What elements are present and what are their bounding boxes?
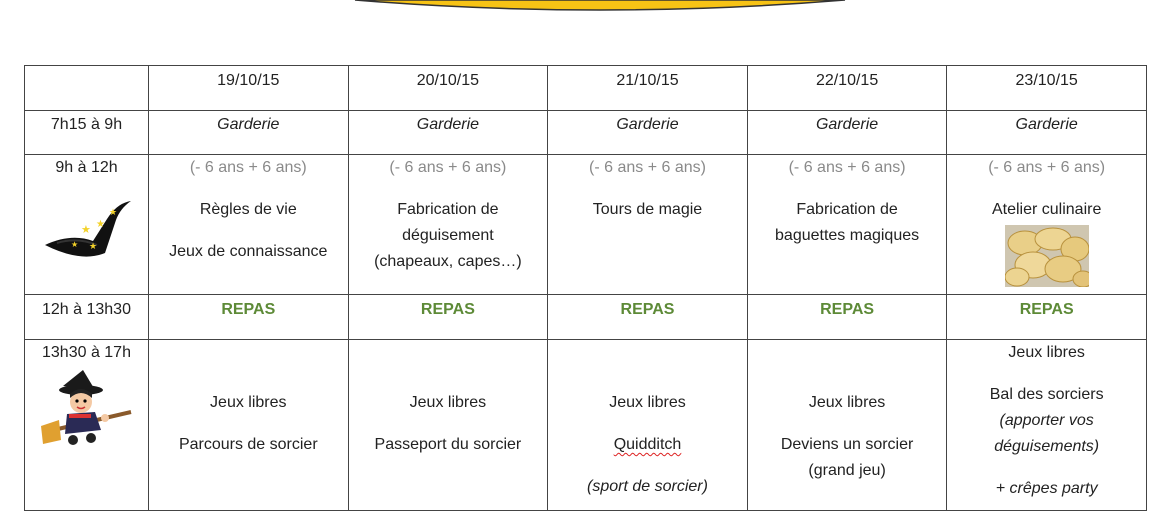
morning-activity-cell xyxy=(149,155,349,295)
top-banner-shape xyxy=(0,0,1170,14)
activity-text: Fabrication de xyxy=(796,201,898,218)
morning-activity-cell xyxy=(747,155,947,295)
date-header: 20/10/15 xyxy=(348,66,548,111)
date-header: 19/10/15 xyxy=(149,66,349,111)
activity-text: Jeux libres xyxy=(609,394,686,411)
afternoon-activity-cell xyxy=(149,340,349,511)
activity-text: Jeux libres xyxy=(1008,344,1085,361)
afternoon-activity-cell xyxy=(348,340,548,511)
date-header: 22/10/15 xyxy=(747,66,947,111)
repas-cell: REPAS xyxy=(947,295,1147,340)
svg-text:★: ★ xyxy=(108,208,117,218)
table-row-garderie xyxy=(25,111,1147,155)
time-cell xyxy=(25,340,149,511)
activity-text: Règles de vie xyxy=(199,201,297,218)
repas-cell: REPAS xyxy=(149,295,349,340)
garderie-cell: Garderie xyxy=(548,111,748,155)
table-header-row xyxy=(25,66,1147,111)
activity-text: Bal des sorciers xyxy=(989,386,1104,403)
witch-hat-icon xyxy=(41,193,133,265)
table-row-repas xyxy=(25,295,1147,340)
svg-text:★: ★ xyxy=(95,219,105,230)
time-cell xyxy=(25,155,149,295)
activity-text: Jeux libres xyxy=(409,394,487,411)
activity-text: Atelier culinaire xyxy=(991,201,1102,218)
activity-text: Parcours de sorcier xyxy=(178,436,318,453)
afternoon-activity-cell xyxy=(548,340,748,511)
activity-text: déguisement xyxy=(402,227,494,244)
svg-text:★: ★ xyxy=(88,242,97,252)
date-header: 21/10/15 xyxy=(548,66,748,111)
activity-text: (sport de sorcier) xyxy=(587,478,708,495)
afternoon-activity-cell xyxy=(747,340,947,511)
time-cell: 12h à 13h30 xyxy=(25,295,149,340)
repas-cell: REPAS xyxy=(548,295,748,340)
activity-text: baguettes magiques xyxy=(775,227,920,244)
morning-activity-cell xyxy=(548,155,748,295)
activity-text: Tours de magie xyxy=(592,201,703,218)
svg-text:★: ★ xyxy=(70,240,78,249)
activity-text: Passeport du sorcier xyxy=(374,436,522,453)
svg-text:★: ★ xyxy=(80,223,91,236)
date-header: 23/10/15 xyxy=(947,66,1147,111)
activity-text: déguisements) xyxy=(994,438,1100,455)
corner-cell xyxy=(25,66,149,111)
table-row-afternoon xyxy=(25,340,1147,511)
activity-schedule-table xyxy=(24,65,1147,511)
activity-text: Deviens un sorcier xyxy=(780,436,914,453)
activity-text: Jeux libres xyxy=(210,394,287,411)
garderie-cell: Garderie xyxy=(747,111,947,155)
activity-text: Jeux libres xyxy=(808,394,886,411)
activity-text: Jeux de connaissance xyxy=(169,243,328,260)
repas-cell: REPAS xyxy=(747,295,947,340)
crepes-photo xyxy=(1005,225,1089,287)
activity-text: Quidditch xyxy=(613,436,682,453)
age-groups-label: (- 6 ans + 6 ans) xyxy=(389,159,507,176)
garderie-cell: Garderie xyxy=(149,111,349,155)
age-groups-label: (- 6 ans + 6 ans) xyxy=(988,159,1106,176)
garderie-cell: Garderie xyxy=(947,111,1147,155)
morning-activity-cell xyxy=(348,155,548,295)
little-witch-on-broom-icon xyxy=(39,368,135,452)
age-groups-label: (- 6 ans + 6 ans) xyxy=(589,159,706,176)
time-label: 13h30 à 17h xyxy=(42,344,131,361)
time-cell: 7h15 à 9h xyxy=(25,111,149,155)
repas-cell: REPAS xyxy=(348,295,548,340)
activity-text: Fabrication de xyxy=(397,201,499,218)
activity-text: + crêpes party xyxy=(995,480,1098,497)
activity-text: (grand jeu) xyxy=(808,462,886,479)
activity-text: (apporter vos xyxy=(999,412,1094,429)
morning-activity-cell xyxy=(947,155,1147,295)
time-label: 9h à 12h xyxy=(55,159,118,176)
age-groups-label: (- 6 ans + 6 ans) xyxy=(788,159,906,176)
afternoon-activity-cell xyxy=(947,340,1147,511)
activity-text: (chapeaux, capes…) xyxy=(374,253,522,270)
garderie-cell: Garderie xyxy=(348,111,548,155)
age-groups-label: (- 6 ans + 6 ans) xyxy=(189,159,307,176)
table-row-morning xyxy=(25,155,1147,295)
